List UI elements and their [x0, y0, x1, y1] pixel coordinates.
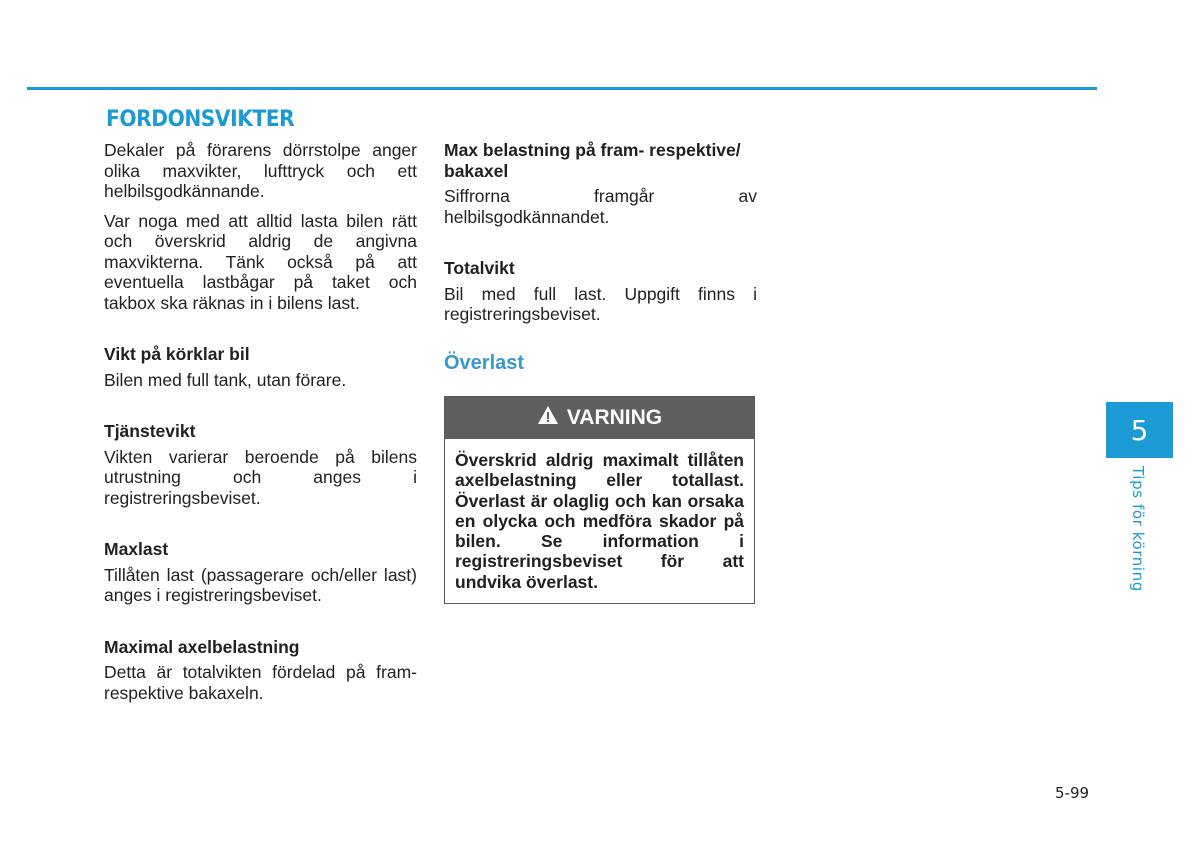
text-maxlast: Tillåten last (passagerare och/eller last) anges i registreringsbeviset.	[104, 564, 417, 605]
header-rule	[27, 87, 1097, 90]
text-totalvikt: Bil med full last. Uppgift finns i registreringsbeviset.	[444, 283, 757, 324]
warning-header	[445, 397, 754, 439]
section-title: FORDONSVIKTER	[106, 107, 295, 132]
chapter-number-tab: 5	[1106, 402, 1173, 458]
text-tjanstevikt: Vikten varierar beroende på bilens utrustning och anges i registreringsbeviset.	[104, 446, 417, 508]
warning-triangle-icon	[537, 405, 559, 431]
warning-box	[444, 396, 755, 604]
text-max-axelbelastning: Detta är totalvikten fördelad på fram- respektive bakaxeln.	[104, 662, 417, 703]
subtitle-overlast: Överlast	[444, 351, 525, 374]
intro-paragraph-1: Dekaler på förarens dörrstolpe anger olika maxvikter, lufttryck och ett helbilsgodkännande.	[104, 140, 417, 201]
text-vikt-korklar: Bilen med full tank, utan förare.	[104, 369, 347, 390]
right-column	[444, 140, 757, 375]
heading-totalvikt: Totalvikt	[444, 258, 515, 278]
warning-text: Överskrid aldrig maximalt tillåten axelbelastning eller totallast. Överlast är olaglig och kan orsaka en olycka och medföra skador på bilen. Se information i registreringsbeviset för att undvika överlast.	[455, 450, 744, 592]
heading-maxlast: Maxlast	[104, 539, 169, 559]
heading-vikt-korklar: Vikt på körklar bil	[104, 344, 250, 364]
warning-title: VARNING	[566, 406, 663, 429]
heading-max-belastning-axel: Max belastning på fram- respektive/ bakaxel	[444, 140, 741, 181]
text-max-belastning-axel: Siffrorna framgår av helbilsgodkännandet.	[444, 186, 757, 227]
chapter-label: Tips för körning	[1129, 466, 1147, 592]
intro-paragraph-2: Var noga med att alltid lasta bilen rätt och överskrid aldrig de angivna maxvikterna. Tänk också på att eventuella lastbågar på taket och takbox ska räknas in i bilens last.	[104, 210, 417, 313]
heading-max-axelbelastning: Maximal axelbelastning	[104, 636, 300, 657]
left-column	[104, 140, 417, 703]
heading-tjanstevikt: Tjänstevikt	[104, 421, 196, 441]
page-number: 5-99	[1055, 784, 1090, 802]
